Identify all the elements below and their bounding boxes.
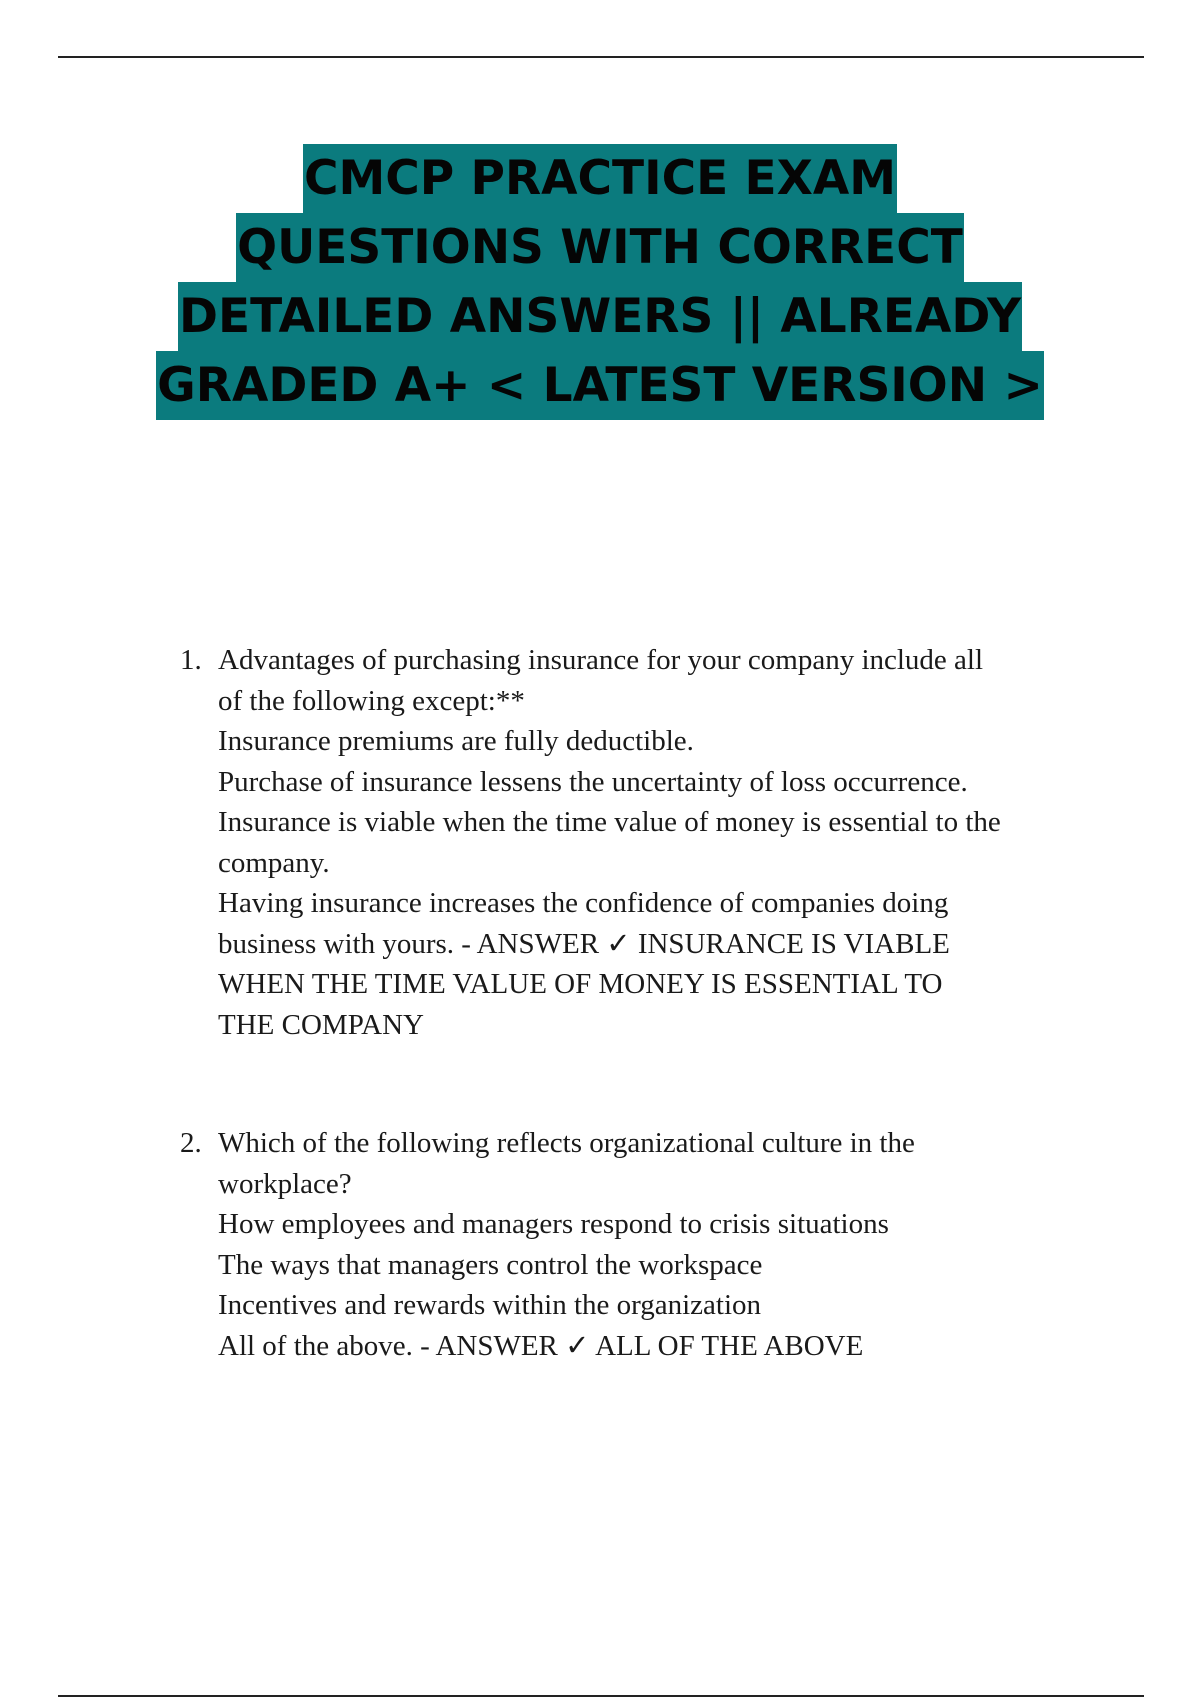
option-text: Incentives and rewards within the organization: [218, 1289, 762, 1321]
answer-text: THE COMPANY: [218, 1008, 424, 1041]
option-text: Insurance is viable when the time value of money is essential to the: [218, 806, 1001, 838]
question-text: workplace?: [218, 1167, 352, 1200]
bottom-rule: [58, 1695, 1144, 1697]
title-line: CMCP PRACTICE EXAM: [303, 144, 897, 213]
question-list: [180, 640, 1100, 1366]
question-item: [180, 640, 1100, 1045]
question-text: Advantages of purchasing insurance for your company include all: [218, 644, 984, 676]
option-text: How employees and managers respond to crisis situations: [218, 1208, 889, 1240]
question-text: Which of the following reflects organizational culture in the: [218, 1127, 915, 1159]
question-number: 2.: [180, 1127, 202, 1159]
title-line: DETAILED ANSWERS || ALREADY: [178, 282, 1022, 351]
top-rule: [58, 56, 1144, 58]
document-title: [0, 144, 1200, 420]
answer-text: WHEN THE TIME VALUE OF MONEY IS ESSENTIAL TO: [218, 968, 943, 1000]
title-line: GRADED A+ < LATEST VERSION >: [156, 351, 1044, 420]
option-text: company.: [218, 846, 330, 879]
title-line: QUESTIONS WITH CORRECT: [236, 213, 964, 282]
question-text: of the following except:**: [218, 684, 525, 717]
answer-text: All of the above. - ANSWER ✓ ALL OF THE ABOVE: [218, 1329, 864, 1362]
option-text: Insurance premiums are fully deductible.: [218, 725, 694, 757]
question-item: [180, 1123, 1100, 1366]
question-number: 1.: [180, 644, 202, 676]
answer-text: business with yours. - ANSWER ✓ INSURANCE IS VIABLE: [218, 927, 950, 960]
option-text: Purchase of insurance lessens the uncertainty of loss occurrence.: [218, 765, 968, 798]
option-text: Having insurance increases the confidence of companies doing: [218, 887, 949, 919]
option-text: The ways that managers control the workspace: [218, 1248, 763, 1281]
